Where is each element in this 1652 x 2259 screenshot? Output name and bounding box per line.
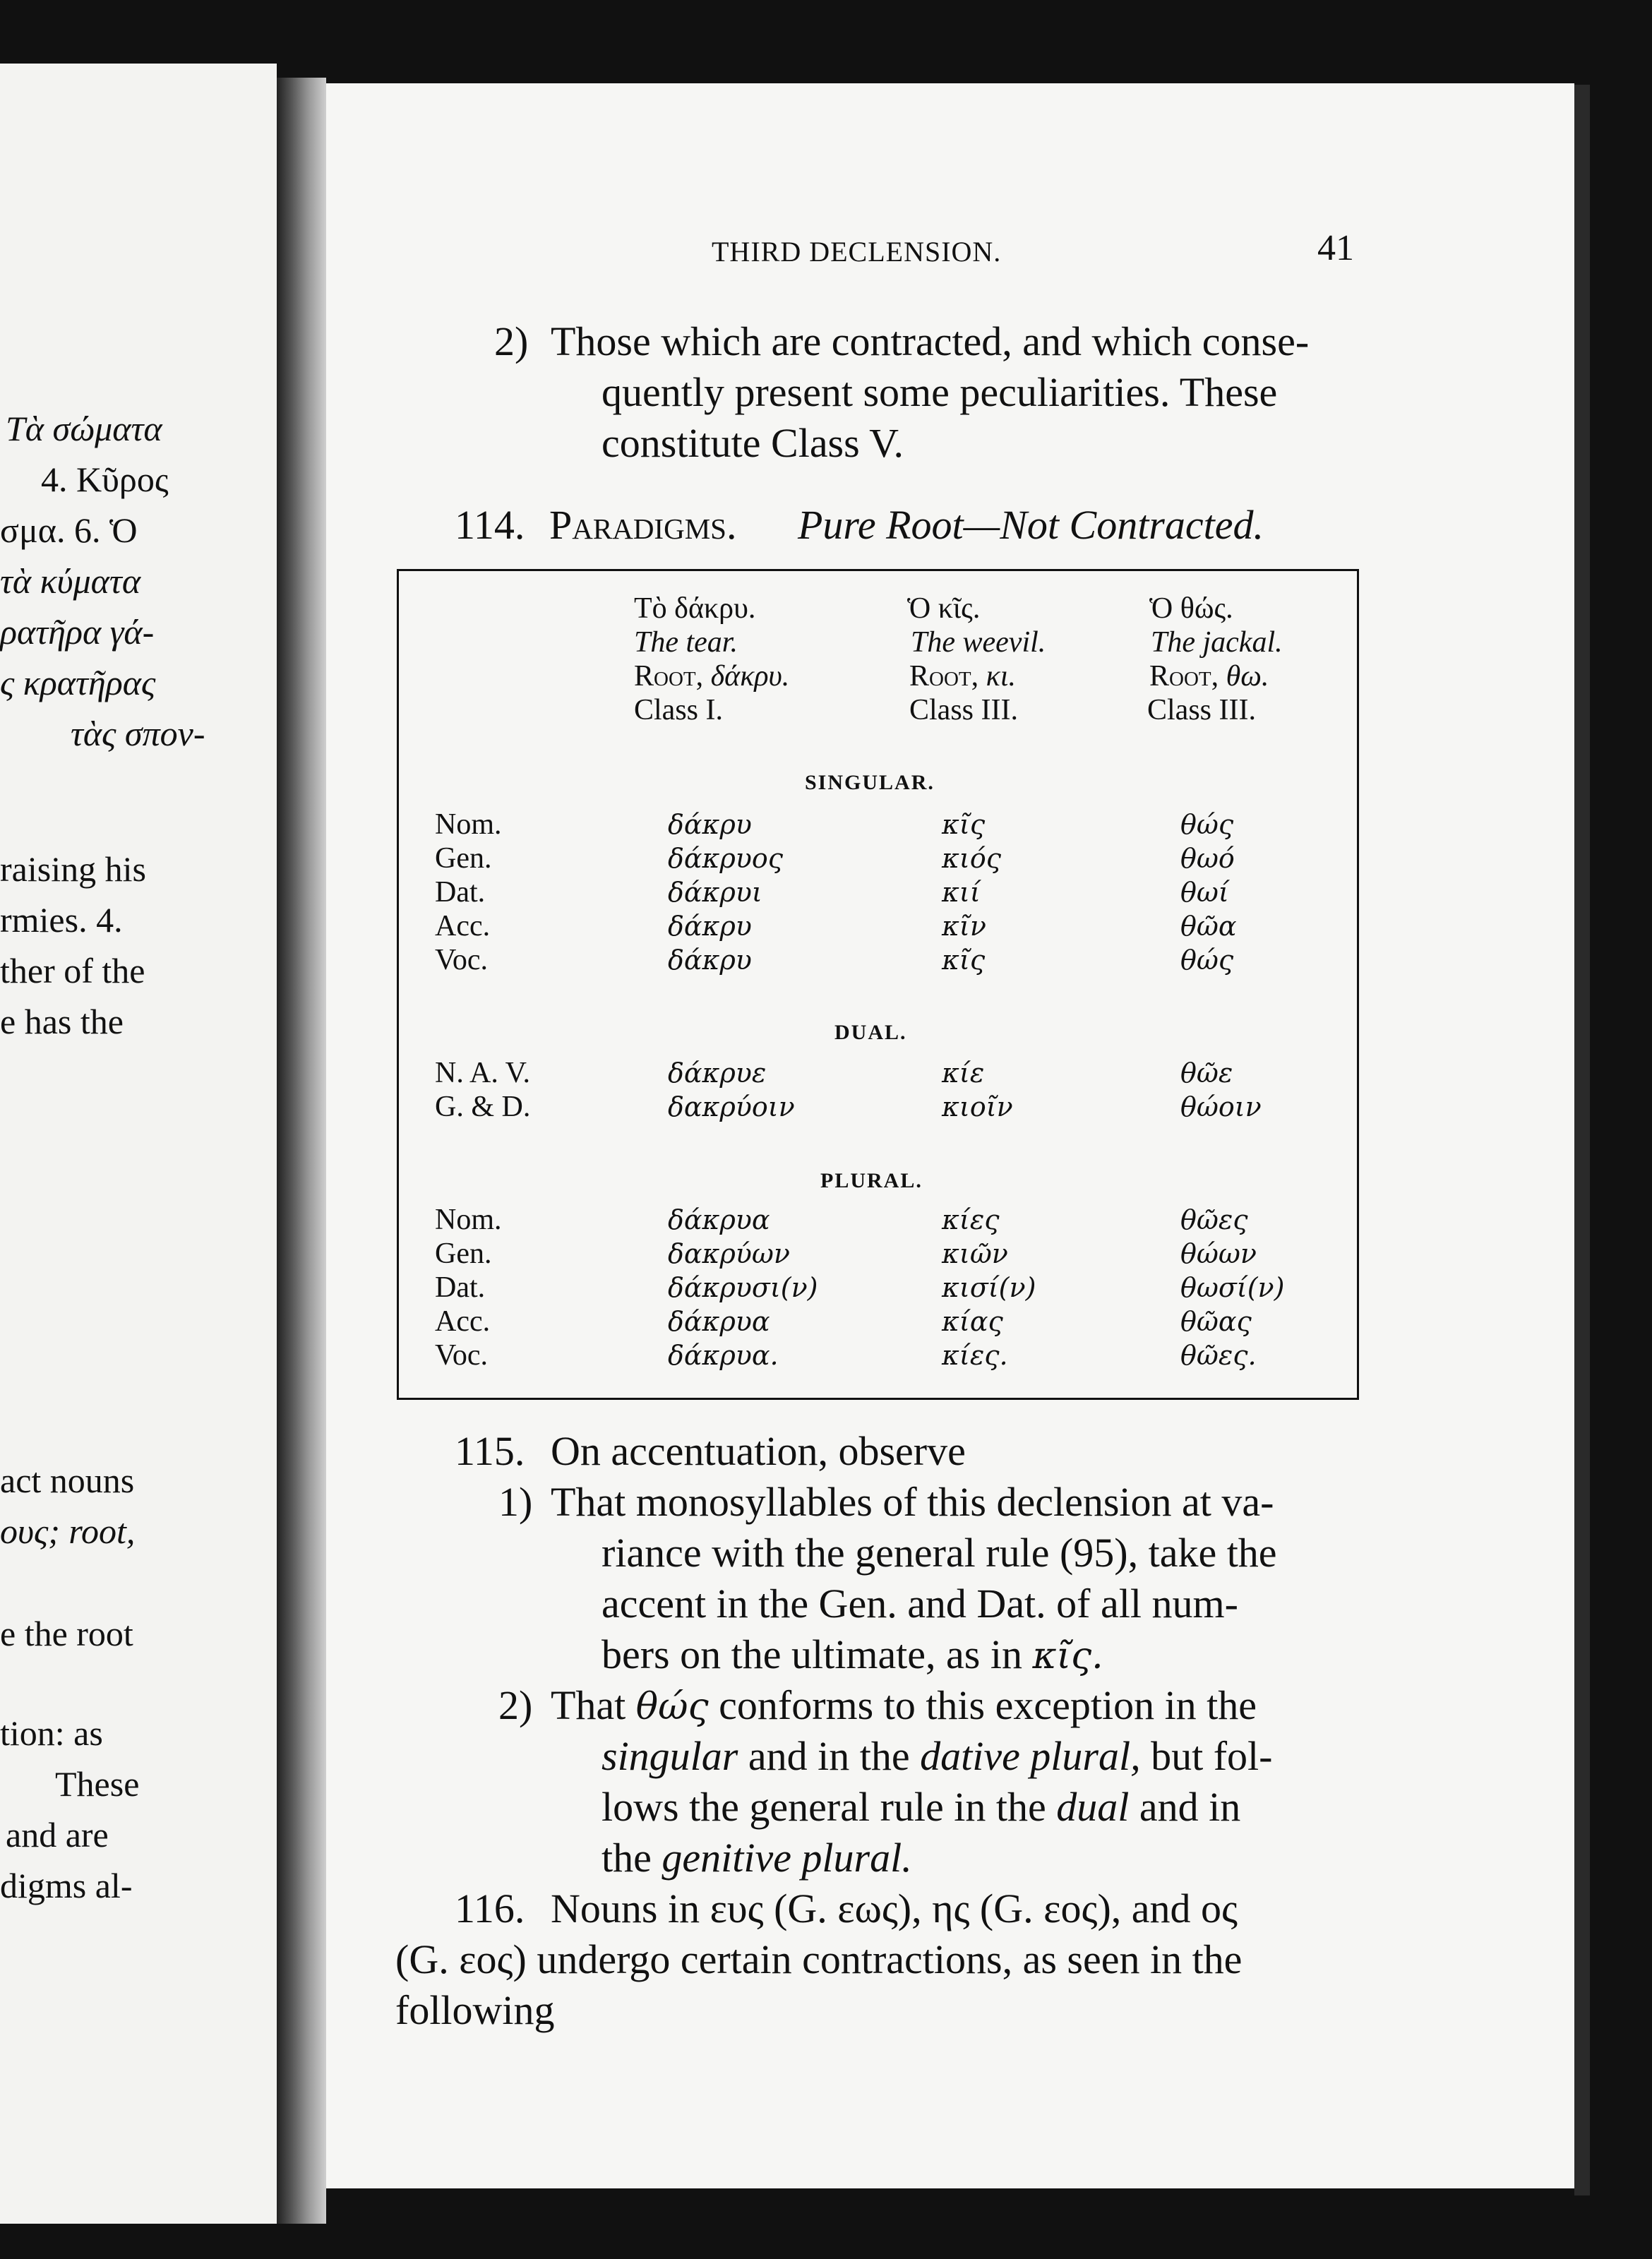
left-fragment: e the root: [0, 1614, 133, 1653]
greek-form: δάκρυα: [668, 1204, 770, 1235]
left-fragment: ρατῆρα γά-: [0, 612, 155, 652]
greek-form: δάκρυος: [668, 843, 784, 874]
column-root: Root, δάκρυ.: [634, 660, 790, 693]
greek-form: δάκρυι: [668, 877, 762, 908]
greek-form: θώς: [1180, 945, 1234, 976]
case-label: Acc.: [435, 1305, 491, 1338]
left-fragment: ους; root,: [0, 1511, 136, 1551]
column-root: Root, θω.: [1149, 660, 1269, 693]
greek-form: θωί: [1180, 877, 1229, 908]
greek-form: κίες: [942, 1204, 1000, 1235]
greek-form: κιῶν: [942, 1238, 1008, 1269]
greek-form: κιοῖν: [942, 1091, 1013, 1122]
greek-form: θωσί(ν): [1180, 1272, 1285, 1303]
body-line: the genitive plural.: [601, 1835, 912, 1881]
greek-form: θῶες.: [1180, 1340, 1257, 1371]
greek-form: θῶε: [1180, 1057, 1233, 1089]
greek-form: κίας: [942, 1306, 1003, 1337]
running-head: THIRD DECLENSION.: [712, 236, 1002, 268]
left-fragment: tion: as: [0, 1713, 103, 1753]
left-fragment: and are: [6, 1815, 109, 1854]
greek-form: δάκρυ: [668, 911, 752, 942]
left-fragment: τὰς σπον-: [71, 714, 205, 753]
greek-form: κιί: [942, 877, 981, 908]
body-line: (G. εος) undergo certain contractions, as seen in the: [395, 1936, 1243, 1982]
left-fragment: σμα. 6. Ὁ: [0, 510, 138, 550]
body-line: singular and in the dative plural, but fol-: [601, 1733, 1273, 1779]
case-label: Voc.: [435, 944, 489, 976]
column-word: Τὸ δάκρυ.: [634, 592, 756, 625]
column-class: Class III.: [1147, 694, 1256, 726]
greek-form: δακρύων: [668, 1238, 790, 1269]
column-class: Class III.: [909, 694, 1018, 726]
section-label: Paradigms.: [549, 502, 737, 548]
greek-form: κισί(ν): [942, 1272, 1036, 1303]
greek-form: δάκρυα.: [668, 1340, 779, 1371]
greek-form: κῖς: [942, 945, 986, 976]
page-number: 41: [1317, 228, 1354, 268]
left-fragment: ther of the: [0, 951, 145, 990]
body-line: Nouns in ευς (G. εως), ης (G. εος), and ος: [551, 1886, 1238, 1931]
case-label: N. A. V.: [435, 1057, 531, 1089]
body-line: Those which are contracted, and which conse-: [551, 318, 1310, 364]
case-label: Gen.: [435, 1238, 492, 1270]
column-gloss: The tear.: [634, 626, 738, 659]
body-line: That θώς conforms to this exception in the: [551, 1682, 1257, 1728]
left-fragment: rmies. 4.: [0, 900, 123, 940]
left-fragment: digms al-: [0, 1866, 133, 1905]
left-fragment: τὰ κύματα: [0, 561, 141, 601]
greek-form: δάκρυ: [668, 945, 752, 976]
body-line: bers on the ultimate, as in κῖς.: [601, 1631, 1103, 1677]
body-line: quently present some peculiarities. These: [601, 369, 1278, 415]
greek-form: δάκρυα: [668, 1306, 770, 1337]
number-heading: PLURAL.: [820, 1169, 923, 1192]
left-fragment: ς κρατῆρας: [0, 663, 156, 702]
column-gloss: The weevil.: [911, 626, 1046, 659]
left-fragment: Τὰ σώματα: [6, 409, 162, 448]
item-number: 2): [498, 1682, 533, 1728]
section-number: 115.: [455, 1428, 525, 1474]
greek-form: θῶας: [1180, 1306, 1252, 1337]
body-line: On accentuation, observe: [551, 1428, 966, 1474]
greek-form: θώς: [1180, 809, 1234, 840]
greek-form: δάκρυ: [668, 809, 752, 840]
greek-form: δάκρυσι(ν): [668, 1272, 818, 1303]
column-class: Class I.: [634, 694, 723, 726]
greek-form: θῶες: [1180, 1204, 1248, 1235]
book-gutter: [277, 78, 326, 2224]
item-number: 1): [498, 1479, 533, 1525]
case-label: Acc.: [435, 910, 491, 942]
section-number: 116.: [455, 1886, 525, 1931]
greek-form: δάκρυε: [668, 1057, 767, 1089]
greek-form: κίε: [942, 1057, 985, 1089]
left-fragment: 4. Κῦρος: [41, 460, 169, 499]
case-label: Nom.: [435, 808, 502, 841]
greek-form: κῖν: [942, 911, 986, 942]
number-heading: DUAL.: [834, 1021, 907, 1044]
section-number: 114.: [455, 502, 525, 548]
left-facing-page: [0, 64, 277, 2224]
greek-form: δακρύοιν: [668, 1091, 795, 1122]
greek-form: θώοιν: [1180, 1091, 1262, 1122]
case-label: G. & D.: [435, 1091, 531, 1123]
body-line: following: [395, 1987, 555, 2033]
body-line: riance with the general rule (95), take the: [601, 1530, 1277, 1576]
item-number: 2): [494, 318, 529, 364]
case-label: Gen.: [435, 842, 492, 875]
case-label: Voc.: [435, 1339, 489, 1372]
column-root: Root, κι.: [909, 660, 1016, 693]
left-fragment: act nouns: [0, 1461, 135, 1500]
body-line: accent in the Gen. and Dat. of all num-: [601, 1581, 1238, 1626]
body-line: constitute Class V.: [601, 420, 904, 466]
body-line: lows the general rule in the dual and in: [601, 1784, 1241, 1830]
left-fragment: raising his: [0, 849, 146, 889]
section-subtitle: Pure Root—Not Contracted.: [798, 502, 1264, 548]
number-heading: SINGULAR.: [805, 771, 935, 794]
column-gloss: The jackal.: [1151, 626, 1283, 659]
case-label: Nom.: [435, 1204, 502, 1236]
greek-form: θωό: [1180, 843, 1235, 874]
greek-form: κιός: [942, 843, 1001, 874]
column-word: Ὁ θώς.: [1149, 592, 1233, 625]
left-fragment: These: [55, 1764, 140, 1804]
body-line: That monosyllables of this declension at va-: [551, 1479, 1274, 1525]
case-label: Dat.: [435, 876, 486, 909]
left-fragment: e has the: [0, 1002, 124, 1041]
case-label: Dat.: [435, 1271, 486, 1304]
page-edge: [1574, 85, 1590, 2195]
greek-form: θώων: [1180, 1238, 1257, 1269]
greek-form: θῶα: [1180, 911, 1237, 942]
greek-form: κῖς: [942, 809, 986, 840]
greek-form: κίες.: [942, 1340, 1008, 1371]
column-word: Ὁ κῖς.: [907, 592, 981, 625]
